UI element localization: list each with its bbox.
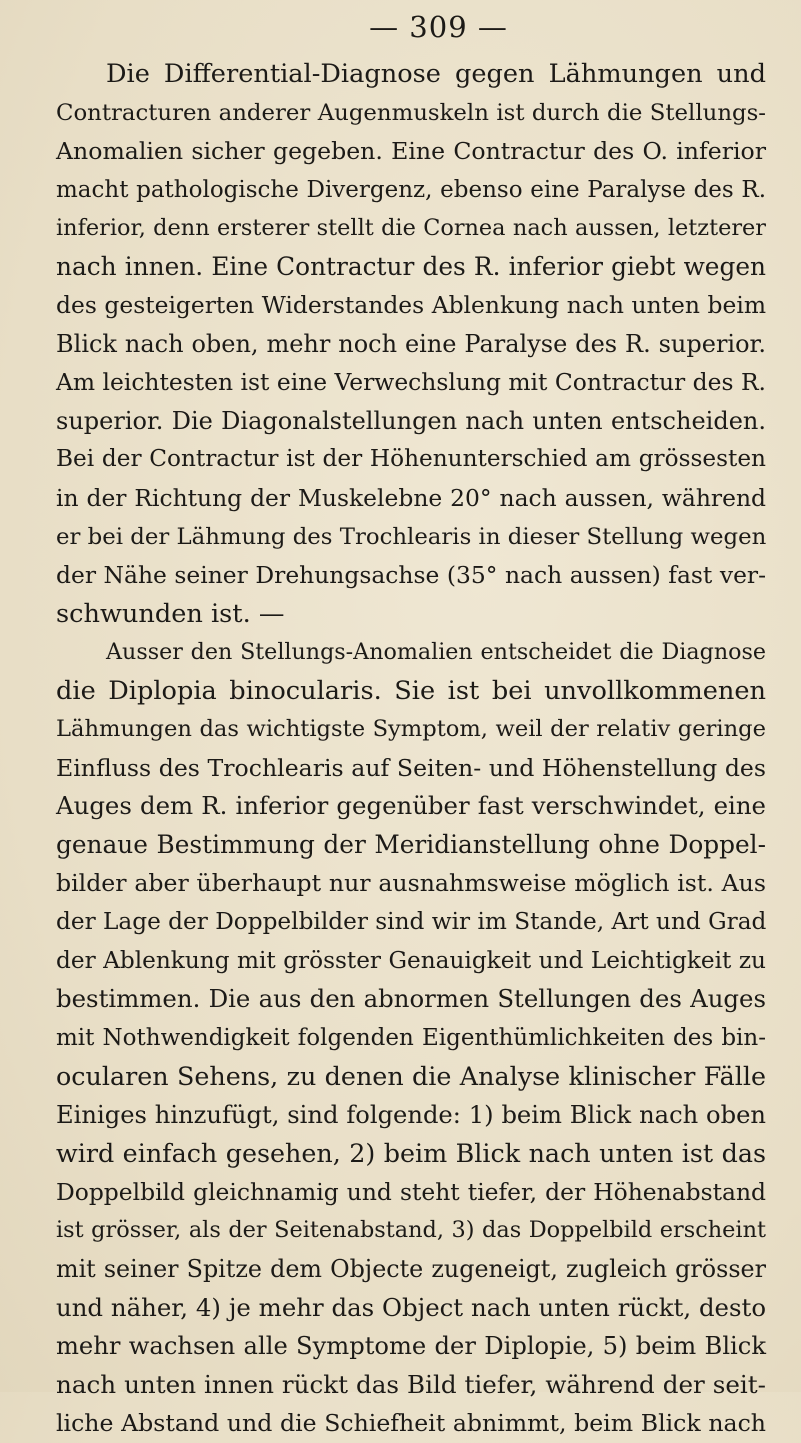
text-line: Doppelbild gleichnamig und steht tiefer, der Höhenabstand xyxy=(56,1177,766,1206)
text-line: bilder aber überhaupt nur ausnahmsweise möglich ist. Aus xyxy=(56,869,766,898)
text-line: des gesteigerten Widerstandes Ablenkung nach unten beim xyxy=(56,291,766,320)
text-line: Die Differential-Diagnose gegen Lähmungen und xyxy=(106,59,766,89)
text-line: der Ablenkung mit grösster Genauigkeit und Leichtigkeit zu xyxy=(56,946,766,974)
text-line: mehr wachsen alle Symptome der Diplopie, 5) beim Blick xyxy=(56,1332,766,1361)
text-line: genaue Bestimmung der Meridianstellung ohne Doppel- xyxy=(56,829,766,859)
text-line: nach unten innen rückt das Bild tiefer, während der seit- xyxy=(56,1369,766,1399)
text-line: superior. Die Diagonalstellungen nach unten entscheiden. xyxy=(56,406,766,435)
text-line: liche Abstand und die Schiefheit abnimmt, beim Blick nach xyxy=(56,1409,766,1438)
body-text xyxy=(56,55,766,1443)
text-line: Ausser den Stellungs-Anomalien entscheidet die Diagnose xyxy=(106,639,766,666)
text-line: der Nähe seiner Drehungsachse (35° nach aussen) fast ver- xyxy=(56,561,766,590)
text-line: Bei der Contractur ist der Höhenunterschied am grössesten xyxy=(56,445,766,473)
text-line: die Diplopia binocularis. Sie ist bei unvollkommenen xyxy=(56,675,766,706)
text-line: ist grösser, als der Seitenabstand, 3) das Doppelbild erscheint xyxy=(56,1217,766,1244)
text-line: Blick nach oben, mehr noch eine Paralyse des R. superior. xyxy=(56,329,766,358)
text-line: bestimmen. Die aus den abnormen Stellungen des Auges xyxy=(56,984,766,1014)
text-line: macht pathologische Divergenz, ebenso eine Paralyse des R. xyxy=(56,176,766,203)
text-line: Lähmungen das wichtigste Symptom, weil der relativ geringe xyxy=(56,716,766,743)
text-line: Am leichtesten ist eine Verwechslung mit Contractur des R. xyxy=(56,368,766,397)
text-line: in der Richtung der Muskelebne 20° nach aussen, während xyxy=(56,484,766,513)
text-line: Anomalien sicher gegeben. Eine Contractur des O. inferior xyxy=(56,137,766,166)
text-line: Contracturen anderer Augenmuskeln ist durch die Stellungs- xyxy=(56,99,766,126)
text-line: mit seiner Spitze dem Objecte zugeneigt, zugleich grösser xyxy=(56,1254,766,1283)
text-line: der Lage der Doppelbilder sind wir im Stande, Art und Grad xyxy=(56,908,767,936)
text-line: wird einfach gesehen, 2) beim Blick nach unten ist das xyxy=(56,1138,766,1169)
text-line: inferior, denn ersterer stellt die Cornea nach aussen, letzterer xyxy=(56,215,766,242)
text-line: Einiges hinzufügt, sind folgende: 1) beim Blick nach oben xyxy=(56,1100,766,1129)
text-line: schwunden ist. — xyxy=(56,598,285,629)
text-line: Auges dem R. inferior gegenüber fast verschwindet, eine xyxy=(56,791,766,821)
text-line: er bei der Lähmung des Trochlearis in dieser Stellung wegen xyxy=(56,523,767,550)
page-number: — 309 — xyxy=(369,10,508,44)
text-line: nach innen. Eine Contractur des R. inferior giebt wegen xyxy=(56,251,766,281)
text-line: Einfluss des Trochlearis auf Seiten- und Höhenstellung des xyxy=(56,753,766,782)
text-line: ocularen Sehens, zu denen die Analyse klinischer Fälle xyxy=(56,1061,766,1092)
text-line: mit Nothwendigkeit folgenden Eigenthümlichkeiten des bin- xyxy=(56,1024,766,1051)
text-line: und näher, 4) je mehr das Object nach unten rückt, desto xyxy=(56,1292,766,1322)
